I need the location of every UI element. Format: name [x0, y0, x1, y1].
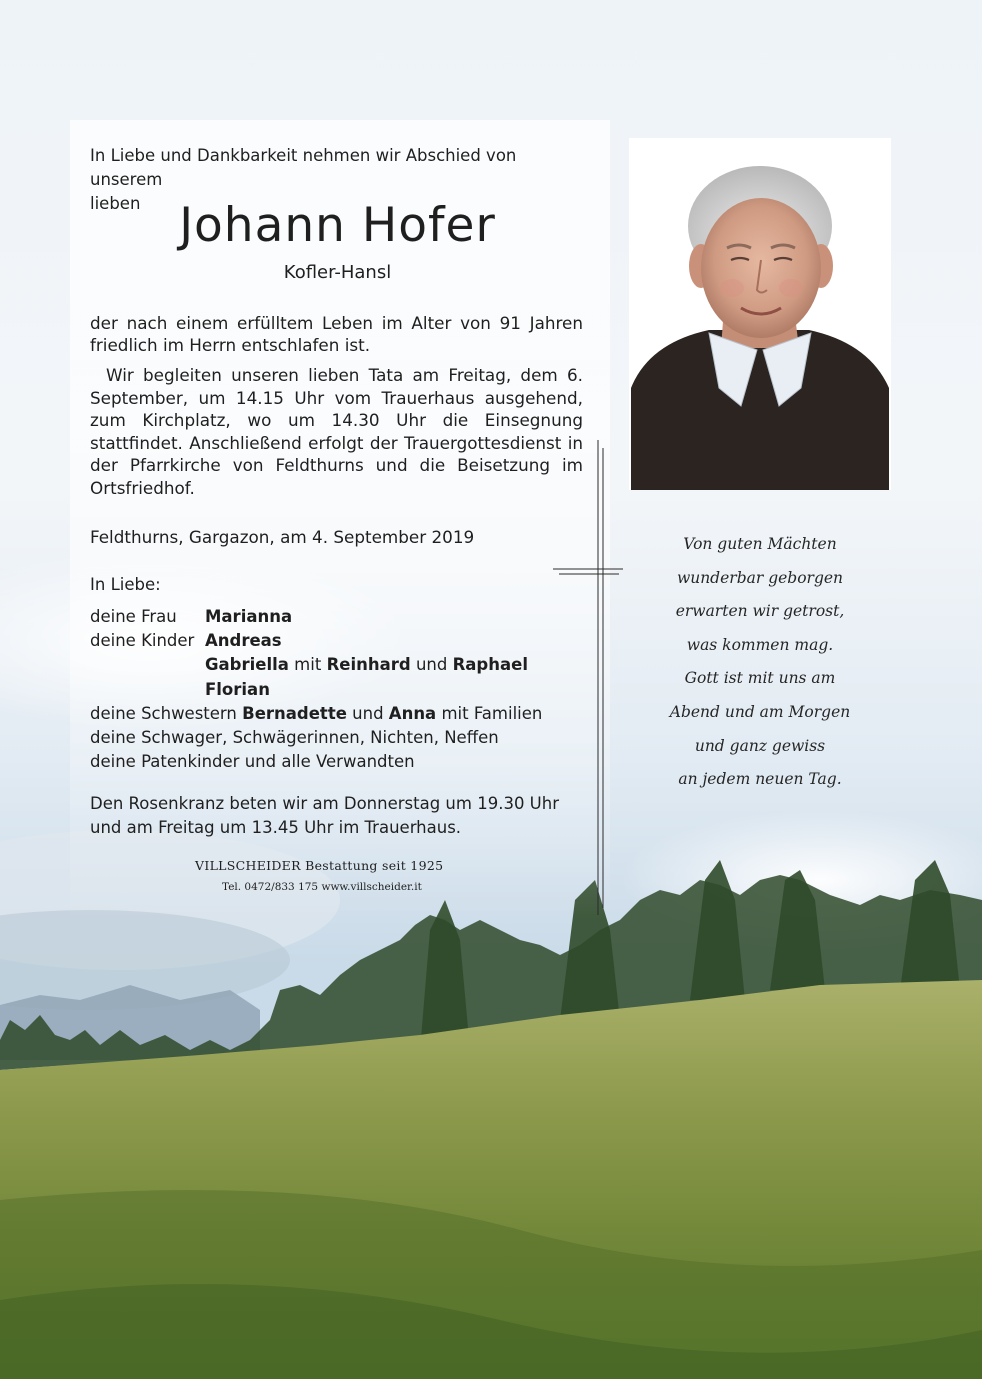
- rosary-line-1: Den Rosenkranz beten wir am Donnerstag um 19.30 Uhr: [90, 794, 560, 813]
- funeral-details: [90, 364, 583, 500]
- intro-line-2: lieben: [90, 194, 141, 213]
- child-name: Florian: [205, 679, 270, 699]
- deceased-nickname: Kofler-Hansl: [283, 262, 392, 283]
- poem-line: an jedem neuen Tag.: [678, 770, 842, 789]
- funeral-details-text: Wir begleiten unseren lieben Tata am Freitag, dem 6. September, um 14.15 Uhr vom Trauerhaus ausgehend, zum Kirchplatz, wo um 14.30 Uhr die Einsegnung stattfindet. Anschließend erfolgt der Trauergottesdienst in der Pfarrkirche von Feldthurns und die Beisetzung im Ortsfriedhof.: [90, 365, 583, 498]
- child-name: Andreas: [205, 631, 282, 651]
- sister-name: Anna: [388, 703, 437, 723]
- rosary-notice: [90, 792, 590, 840]
- undertaker-tagline: Bestattung seit 1925: [305, 858, 444, 873]
- poem-line: und ganz gewiss: [694, 736, 826, 755]
- deceased-name: Johann Hofer: [179, 198, 496, 253]
- poem-line: erwarten wir getrost,: [675, 602, 845, 621]
- sisters-suffix: mit Familien: [441, 703, 543, 723]
- undertaker-company: VILLSCHEIDER: [195, 858, 301, 873]
- connector-text: und: [415, 655, 448, 675]
- family-row-godchildren: deine Patenkinder und alle Verwandten: [90, 752, 415, 772]
- undertaker-name: [195, 858, 443, 873]
- rosary-line-2: und am Freitag um 13.45 Uhr im Trauerhaus.: [90, 818, 462, 837]
- in-love-heading: In Liebe:: [90, 575, 161, 594]
- family-row-child-3: [90, 678, 542, 702]
- poem-line: wunderbar geborgen: [676, 568, 844, 587]
- poem-line: was kommen mag.: [686, 635, 834, 654]
- grandchild-name: Raphael: [452, 655, 528, 675]
- children-label: deine Kinder: [90, 631, 195, 651]
- connector-text: mit: [294, 655, 322, 675]
- wife-name: Marianna: [205, 607, 293, 626]
- connector-text: und: [352, 703, 384, 723]
- undertaker-contact: Tel. 0472/833 175 www.villscheider.it: [222, 881, 422, 893]
- sisters-label: deine Schwestern: [90, 703, 237, 723]
- partner-name: Reinhard: [326, 655, 411, 675]
- family-row-children: [90, 629, 542, 653]
- family-row-wife: [90, 605, 542, 629]
- family-row-inlaws: deine Schwager, Schwägerinnen, Nichten, Neffen: [90, 728, 499, 748]
- portrait-photo: [629, 138, 891, 490]
- poem: [660, 528, 860, 797]
- poem-line: Abend und am Morgen: [669, 702, 851, 721]
- wife-label: deine Frau: [90, 607, 177, 626]
- family-row-sisters: [90, 702, 542, 726]
- family-list: [90, 605, 542, 774]
- poem-line: Gott ist mit uns am: [684, 669, 836, 688]
- cross-icon: [553, 440, 623, 920]
- place-date-line: Feldthurns, Gargazon, am 4. September 2019: [90, 527, 475, 547]
- passing-notice: der nach einem erfülltem Leben im Alter von 91 Jahren friedlich im Herrn entschlafen ist.: [90, 313, 583, 355]
- child-name: Gabriella: [205, 655, 289, 675]
- poem-line: Von guten Mächten: [683, 535, 837, 553]
- intro-line-1: In Liebe und Dankbarkeit nehmen wir Abschied von unserem: [90, 146, 517, 189]
- sister-name: Bernadette: [242, 703, 347, 723]
- family-row-child-2: [90, 653, 542, 677]
